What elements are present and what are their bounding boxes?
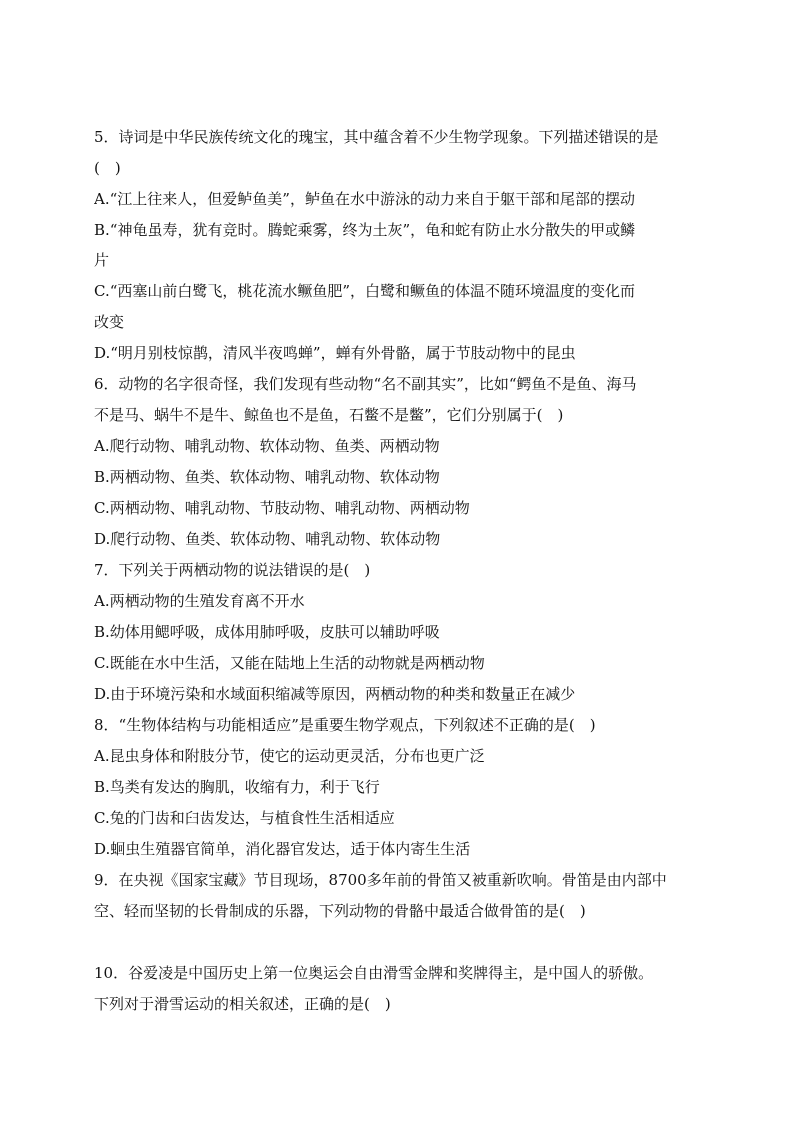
q9-stem-line2: 空、轻而坚韧的长骨制成的乐器，下列动物的骨骼中最适合做骨笛的是( ) bbox=[94, 902, 586, 920]
q6-option-d: D.爬行动物、鱼类、软体动物、哺乳动物、软体动物 bbox=[94, 530, 441, 548]
q5-option-b-line2: 片 bbox=[94, 251, 110, 269]
q7-option-b: B.幼体用鳃呼吸，成体用肺呼吸，皮肤可以辅助呼吸 bbox=[94, 623, 440, 641]
q9-stem-line1: 9．在央视《国家宝藏》节目现场，8700多年前的骨笛又被重新吹响。骨笛是由内部中 bbox=[94, 871, 667, 889]
q8-option-c: C.兔的门齿和臼齿发达，与植食性生活相适应 bbox=[94, 809, 395, 827]
q5-option-d: D.“明月别枝惊鹊，清风半夜鸣蝉”，蝉有外骨骼，属于节肢动物中的昆虫 bbox=[94, 344, 576, 362]
q10-stem-line1: 10．谷爱凌是中国历史上第一位奥运会自由滑雪金牌和奖牌得主，是中国人的骄傲。 bbox=[94, 964, 654, 982]
q7-option-d: D.由于环境污染和水域面积缩减等原因，两栖动物的种类和数量正在减少 bbox=[94, 685, 576, 703]
q8-option-b: B.鸟类有发达的胸肌，收缩有力，利于飞行 bbox=[94, 778, 380, 796]
q5-stem: 5．诗词是中华民族传统文化的瑰宝，其中蕴含着不少生物学现象。下列描述错误的是 bbox=[94, 128, 659, 146]
q7-option-c: C.既能在水中生活，又能在陆地上生活的动物就是两栖动物 bbox=[94, 654, 485, 672]
q5-option-a: A.“江上往来人，但爱鲈鱼美”，鲈鱼在水中游泳的动力来自于躯干部和尾部的摆动 bbox=[94, 190, 635, 208]
q5-option-b-line1: B.“神龟虽寿，犹有竞时。腾蛇乘雾，终为土灰”，龟和蛇有防止水分散失的甲或鳞 bbox=[94, 221, 636, 239]
q5-stem-end: ( ) bbox=[94, 159, 121, 177]
q8-option-d: D.蛔虫生殖器官简单，消化器官发达，适于体内寄生生活 bbox=[94, 840, 471, 858]
q8-stem: 8．“生物体结构与功能相适应”是重要生物学观点，下列叙述不正确的是( ) bbox=[94, 716, 596, 734]
q6-option-a: A.爬行动物、哺乳动物、软体动物、鱼类、两栖动物 bbox=[94, 437, 440, 455]
q6-stem-line1: 6．动物的名字很奇怪，我们发现有些动物“名不副其实”，比如“鳄鱼不是鱼、海马 bbox=[94, 375, 637, 393]
q5-option-c-line1: C.“西塞山前白鹭飞，桃花流水鳜鱼肥”，白鹭和鳜鱼的体温不随环境温度的变化而 bbox=[94, 282, 636, 300]
q7-stem: 7．下列关于两栖动物的说法错误的是( ) bbox=[94, 561, 371, 579]
q6-option-c: C.两栖动物、哺乳动物、节肢动物、哺乳动物、两栖动物 bbox=[94, 499, 470, 517]
q6-stem-line2: 不是马、蜗牛不是牛、鲸鱼也不是鱼，石鳖不是鳖”，它们分别属于( ) bbox=[94, 406, 564, 424]
q8-option-a: A.昆虫身体和附肢分节，使它的运动更灵活，分布也更广泛 bbox=[94, 747, 485, 765]
q7-option-a: A.两栖动物的生殖发育离不开水 bbox=[94, 592, 305, 610]
q6-option-b: B.两栖动物、鱼类、软体动物、哺乳动物、软体动物 bbox=[94, 468, 440, 486]
q10-stem-line2: 下列对于滑雪运动的相关叙述，正确的是( ) bbox=[94, 995, 391, 1013]
q5-option-c-line2: 改变 bbox=[94, 313, 125, 331]
